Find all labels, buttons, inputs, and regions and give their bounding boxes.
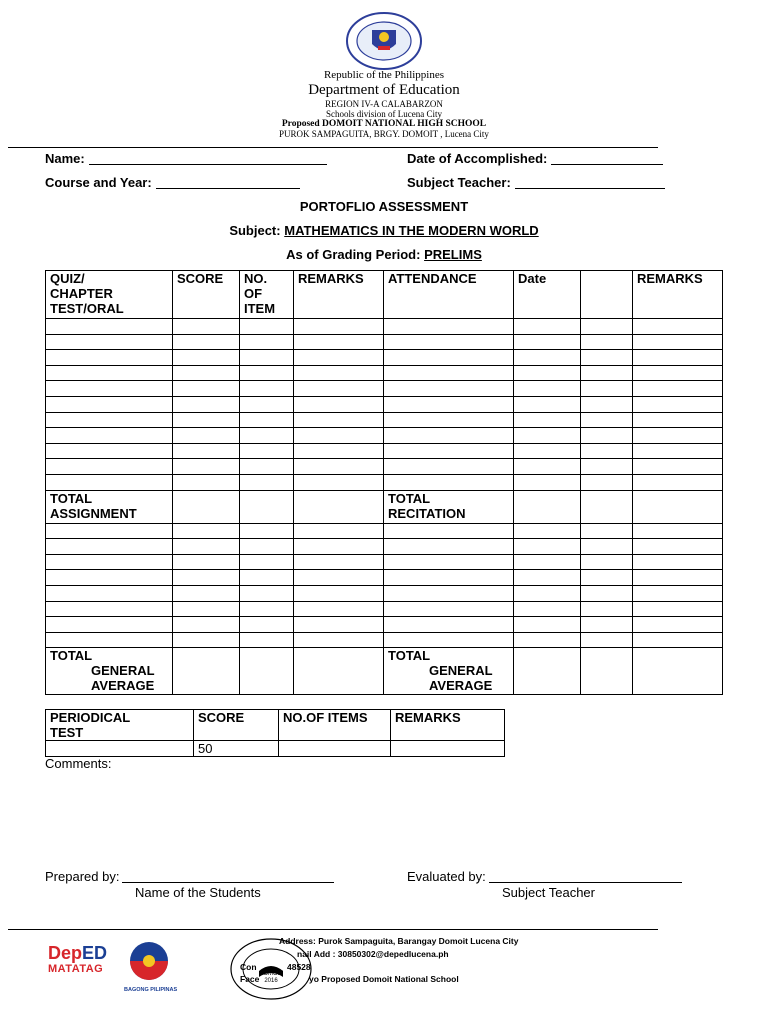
table-cell[interactable] xyxy=(581,539,633,555)
table-cell[interactable] xyxy=(173,632,240,648)
table-cell[interactable] xyxy=(294,523,384,539)
table-cell[interactable] xyxy=(633,585,723,601)
evaluated-caption: Subject Teacher xyxy=(502,885,595,900)
table-cell[interactable] xyxy=(581,381,633,397)
table-cell[interactable] xyxy=(173,523,240,539)
table-cell[interactable] xyxy=(46,412,173,428)
table-cell[interactable] xyxy=(514,617,581,633)
table-cell[interactable] xyxy=(294,570,384,586)
table-cell[interactable] xyxy=(514,490,581,523)
table-cell[interactable] xyxy=(240,319,294,335)
table-cell[interactable] xyxy=(240,554,294,570)
table-cell[interactable] xyxy=(46,585,173,601)
header-attendance: ATTENDANCE xyxy=(384,271,514,319)
table-cell[interactable] xyxy=(46,319,173,335)
name-label: Name: xyxy=(45,151,85,166)
table-row xyxy=(46,632,723,648)
total-assignment-row xyxy=(46,490,723,523)
table-cell[interactable] xyxy=(633,474,723,490)
table-cell[interactable] xyxy=(514,539,581,555)
course-label: Course and Year: xyxy=(45,175,152,190)
table-cell[interactable] xyxy=(240,585,294,601)
table-cell[interactable] xyxy=(514,648,581,695)
table-cell[interactable] xyxy=(384,539,514,555)
table-cell[interactable] xyxy=(240,523,294,539)
periodical-test-header: PERIODICAL TEST xyxy=(46,710,194,741)
table-cell[interactable] xyxy=(294,412,384,428)
table-cell[interactable] xyxy=(294,554,384,570)
table-cell[interactable] xyxy=(514,601,581,617)
table-cell[interactable] xyxy=(173,539,240,555)
table-cell[interactable] xyxy=(633,632,723,648)
table-cell[interactable] xyxy=(240,490,294,523)
name-line[interactable] xyxy=(89,152,327,165)
table-cell[interactable] xyxy=(633,396,723,412)
deped-matatag-logo: DepED MATATAG xyxy=(48,943,108,975)
table-header-row xyxy=(46,271,723,319)
domoit-school-logo: DOMOIT 2016 xyxy=(229,937,313,1001)
table-cell[interactable] xyxy=(46,459,173,475)
table-cell[interactable] xyxy=(633,350,723,366)
table-cell[interactable] xyxy=(514,570,581,586)
table-cell[interactable] xyxy=(294,474,384,490)
table-cell[interactable] xyxy=(581,523,633,539)
prepared-by xyxy=(45,869,334,884)
school-name: Proposed DOMOIT NATIONAL HIGH SCHOOL xyxy=(281,119,487,129)
date-field xyxy=(407,151,663,166)
table-cell[interactable] xyxy=(514,334,581,350)
teacher-field xyxy=(407,175,665,190)
table-cell[interactable] xyxy=(294,350,384,366)
periodical-items-header: NO.OF ITEMS xyxy=(279,710,391,741)
table-cell[interactable] xyxy=(581,585,633,601)
prepared-label: Prepared by: xyxy=(45,869,120,884)
table-cell[interactable] xyxy=(46,632,173,648)
table-cell[interactable] xyxy=(633,554,723,570)
table-row xyxy=(46,539,723,555)
table-cell[interactable] xyxy=(46,381,173,397)
table-cell[interactable] xyxy=(240,570,294,586)
table-cell[interactable] xyxy=(173,601,240,617)
table-cell[interactable] xyxy=(46,396,173,412)
table-cell[interactable] xyxy=(240,365,294,381)
period-label: As of Grading Period: xyxy=(286,247,421,262)
table-row xyxy=(46,350,723,366)
table-cell[interactable] xyxy=(581,617,633,633)
table-cell[interactable] xyxy=(294,617,384,633)
table-cell[interactable] xyxy=(46,428,173,444)
table-cell[interactable] xyxy=(173,428,240,444)
table-cell[interactable] xyxy=(46,570,173,586)
teacher-line[interactable] xyxy=(515,176,665,189)
table-cell[interactable] xyxy=(514,474,581,490)
table-row xyxy=(46,396,723,412)
table-cell[interactable] xyxy=(173,474,240,490)
region-text: REGION IV-A CALABARZON xyxy=(325,99,443,109)
table-cell[interactable] xyxy=(633,443,723,459)
table-cell[interactable] xyxy=(294,459,384,475)
table-cell[interactable] xyxy=(173,443,240,459)
table-row xyxy=(46,365,723,381)
school-address: PUROK SAMPAGUITA, BRGY. DOMOIT , Lucena City xyxy=(279,129,489,139)
table-cell[interactable] xyxy=(633,459,723,475)
table-cell[interactable] xyxy=(240,474,294,490)
table-cell[interactable] xyxy=(240,381,294,397)
table-cell[interactable] xyxy=(581,412,633,428)
table-cell[interactable] xyxy=(173,648,240,695)
comments-label: Comments: xyxy=(45,756,112,771)
table-row xyxy=(46,381,723,397)
subject-line xyxy=(0,223,768,238)
table-cell[interactable] xyxy=(633,523,723,539)
footer-email: nail Add : 30850302@depedlucena.ph xyxy=(297,949,449,959)
table-cell[interactable] xyxy=(514,428,581,444)
total-general-average-left: TOTAL GENERAL AVERAGE xyxy=(46,648,173,695)
table-cell[interactable] xyxy=(633,428,723,444)
table-cell[interactable] xyxy=(294,319,384,335)
table-cell[interactable] xyxy=(173,459,240,475)
table-cell[interactable] xyxy=(46,523,173,539)
teacher-label: Subject Teacher: xyxy=(407,175,511,190)
table-cell[interactable] xyxy=(46,601,173,617)
table-cell[interactable] xyxy=(581,443,633,459)
table-cell[interactable] xyxy=(46,741,194,757)
periodical-table xyxy=(45,709,505,757)
table-cell[interactable] xyxy=(294,585,384,601)
table-cell[interactable] xyxy=(514,443,581,459)
table-cell[interactable] xyxy=(633,319,723,335)
evaluated-line[interactable] xyxy=(489,870,682,883)
portfolio-table xyxy=(45,270,723,695)
table-cell[interactable] xyxy=(633,570,723,586)
table-row xyxy=(46,428,723,444)
footer-facebook-rest: yo Proposed Domoit National School xyxy=(309,974,459,984)
table-cell[interactable] xyxy=(384,474,514,490)
header-score: SCORE xyxy=(173,271,240,319)
table-row xyxy=(46,319,723,335)
table-cell[interactable] xyxy=(633,648,723,695)
periodical-score-header: SCORE xyxy=(194,710,279,741)
table-cell[interactable] xyxy=(384,554,514,570)
table-cell[interactable] xyxy=(514,523,581,539)
table-cell[interactable] xyxy=(384,428,514,444)
table-cell[interactable] xyxy=(46,443,173,459)
table-cell[interactable] xyxy=(240,396,294,412)
table-cell[interactable] xyxy=(240,601,294,617)
table-cell[interactable] xyxy=(384,570,514,586)
table-cell[interactable] xyxy=(46,350,173,366)
table-cell[interactable] xyxy=(384,334,514,350)
header-remarks: REMARKS xyxy=(294,271,384,319)
table-cell[interactable] xyxy=(240,334,294,350)
table-cell[interactable] xyxy=(294,632,384,648)
table-cell[interactable] xyxy=(294,428,384,444)
table-cell[interactable] xyxy=(581,428,633,444)
subject-value: MATHEMATICS IN THE MODERN WORLD xyxy=(284,223,539,238)
department-text: Department of Education xyxy=(308,82,460,98)
total-general-average-row xyxy=(46,648,723,695)
table-cell[interactable] xyxy=(294,334,384,350)
periodical-score-value[interactable]: 50 xyxy=(194,741,279,757)
table-cell[interactable] xyxy=(240,443,294,459)
prepared-line[interactable] xyxy=(122,870,334,883)
table-cell[interactable] xyxy=(581,554,633,570)
table-cell[interactable] xyxy=(514,319,581,335)
table-cell[interactable] xyxy=(173,570,240,586)
table-cell[interactable] xyxy=(514,554,581,570)
table-cell[interactable] xyxy=(633,490,723,523)
table-cell[interactable] xyxy=(581,570,633,586)
table-cell[interactable] xyxy=(294,648,384,695)
table-cell[interactable] xyxy=(633,617,723,633)
table-cell[interactable] xyxy=(240,428,294,444)
table-row xyxy=(46,601,723,617)
table-cell[interactable] xyxy=(514,459,581,475)
table-cell[interactable] xyxy=(384,617,514,633)
table-cell[interactable] xyxy=(240,617,294,633)
table-cell[interactable] xyxy=(173,490,240,523)
table-cell[interactable] xyxy=(240,632,294,648)
total-assignment-label: TOTAL ASSIGNMENT xyxy=(46,490,173,523)
footer-contact-prefix: Con xyxy=(240,962,257,972)
footer-address: Address: Purok Sampaguita, Barangay Domoit Lucena City xyxy=(279,936,519,946)
table-cell[interactable] xyxy=(173,350,240,366)
table-cell[interactable] xyxy=(240,648,294,695)
table-cell[interactable] xyxy=(384,365,514,381)
table-cell[interactable] xyxy=(294,601,384,617)
table-cell[interactable] xyxy=(514,365,581,381)
table-cell[interactable] xyxy=(581,396,633,412)
total-recitation-label: TOTAL RECITATION xyxy=(384,490,514,523)
table-cell[interactable] xyxy=(173,381,240,397)
table-cell[interactable] xyxy=(514,585,581,601)
table-cell[interactable] xyxy=(384,585,514,601)
table-cell[interactable] xyxy=(173,617,240,633)
period-line xyxy=(0,247,768,262)
table-cell[interactable] xyxy=(46,539,173,555)
table-row xyxy=(46,523,723,539)
evaluated-label: Evaluated by: xyxy=(407,869,486,884)
table-cell[interactable] xyxy=(581,319,633,335)
table-cell[interactable] xyxy=(240,539,294,555)
deped-seal-logo xyxy=(345,12,423,70)
table-cell[interactable] xyxy=(633,365,723,381)
table-cell[interactable] xyxy=(384,350,514,366)
period-value: PRELIMS xyxy=(424,247,482,262)
table-cell[interactable] xyxy=(173,319,240,335)
table-cell[interactable] xyxy=(173,554,240,570)
table-cell[interactable] xyxy=(384,601,514,617)
table-cell[interactable] xyxy=(633,601,723,617)
table-cell[interactable] xyxy=(514,412,581,428)
table-cell[interactable] xyxy=(173,365,240,381)
table-cell[interactable] xyxy=(633,381,723,397)
table-cell[interactable] xyxy=(294,381,384,397)
table-cell[interactable] xyxy=(240,412,294,428)
table-row xyxy=(46,474,723,490)
table-cell[interactable] xyxy=(581,350,633,366)
table-cell[interactable] xyxy=(240,350,294,366)
table-cell[interactable] xyxy=(46,334,173,350)
course-field xyxy=(45,175,300,190)
prepared-caption: Name of the Students xyxy=(135,885,261,900)
table-cell[interactable] xyxy=(514,632,581,648)
table-cell[interactable] xyxy=(581,490,633,523)
table-cell[interactable] xyxy=(46,365,173,381)
republic-text: Republic of the Philippines xyxy=(323,69,445,81)
table-cell[interactable] xyxy=(46,474,173,490)
header-remarks-2: REMARKS xyxy=(633,271,723,319)
table-row xyxy=(46,570,723,586)
table-cell[interactable] xyxy=(581,474,633,490)
table-row xyxy=(46,459,723,475)
table-row xyxy=(46,617,723,633)
table-cell[interactable] xyxy=(581,601,633,617)
table-cell[interactable] xyxy=(514,396,581,412)
bagong-pilipinas-logo: BAGONG PILIPINAS xyxy=(124,940,174,992)
table-row xyxy=(46,443,723,459)
table-cell[interactable] xyxy=(384,459,514,475)
header-date: Date xyxy=(514,271,581,319)
table-cell[interactable] xyxy=(46,617,173,633)
table-cell[interactable] xyxy=(384,632,514,648)
table-cell[interactable] xyxy=(581,334,633,350)
table-cell[interactable] xyxy=(384,396,514,412)
page-title: PORTOFLIO ASSESSMENT xyxy=(299,199,469,214)
date-label: Date of Accomplished: xyxy=(407,151,548,166)
header-no-of-item: NO. OF ITEM xyxy=(240,271,294,319)
table-cell[interactable] xyxy=(46,554,173,570)
table-cell[interactable] xyxy=(581,459,633,475)
table-row xyxy=(46,334,723,350)
footer-facebook-prefix: Face xyxy=(240,974,260,984)
periodical-remarks-header: REMARKS xyxy=(391,710,505,741)
table-cell[interactable] xyxy=(581,365,633,381)
table-cell[interactable] xyxy=(279,741,391,757)
table-cell[interactable] xyxy=(581,648,633,695)
table-cell[interactable] xyxy=(294,365,384,381)
header-divider xyxy=(8,147,658,148)
table-cell[interactable] xyxy=(581,632,633,648)
division-text: Schools division of Lucena City xyxy=(326,109,442,119)
table-row xyxy=(46,554,723,570)
table-cell[interactable] xyxy=(294,490,384,523)
table-cell[interactable] xyxy=(173,334,240,350)
table-cell[interactable] xyxy=(384,443,514,459)
evaluated-by xyxy=(407,869,682,884)
table-cell[interactable] xyxy=(173,396,240,412)
table-cell[interactable] xyxy=(633,334,723,350)
table-cell[interactable] xyxy=(173,412,240,428)
table-cell[interactable] xyxy=(633,539,723,555)
footer-divider xyxy=(8,929,658,930)
table-cell[interactable] xyxy=(240,459,294,475)
periodical-value-row xyxy=(46,741,505,757)
table-cell[interactable] xyxy=(633,412,723,428)
periodical-header-row xyxy=(46,710,505,741)
table-cell[interactable] xyxy=(384,412,514,428)
course-line[interactable] xyxy=(156,176,300,189)
subject-label: Subject: xyxy=(229,223,281,238)
header-quiz: QUIZ/ CHAPTER TEST/ORAL xyxy=(46,271,173,319)
total-general-average-right: TOTAL GENERAL AVERAGE xyxy=(384,648,514,695)
name-field xyxy=(45,151,327,166)
table-cell[interactable] xyxy=(514,381,581,397)
table-row xyxy=(46,585,723,601)
table-cell[interactable] xyxy=(384,523,514,539)
header-blank xyxy=(581,271,633,319)
table-cell[interactable] xyxy=(514,350,581,366)
date-line[interactable] xyxy=(551,152,663,165)
footer-contact-number: 48528 xyxy=(287,962,311,972)
table-cell[interactable] xyxy=(173,585,240,601)
table-row xyxy=(46,412,723,428)
table-cell[interactable] xyxy=(391,741,505,757)
table-cell[interactable] xyxy=(384,319,514,335)
table-cell[interactable] xyxy=(294,396,384,412)
table-cell[interactable] xyxy=(294,443,384,459)
table-cell[interactable] xyxy=(294,539,384,555)
table-cell[interactable] xyxy=(384,381,514,397)
